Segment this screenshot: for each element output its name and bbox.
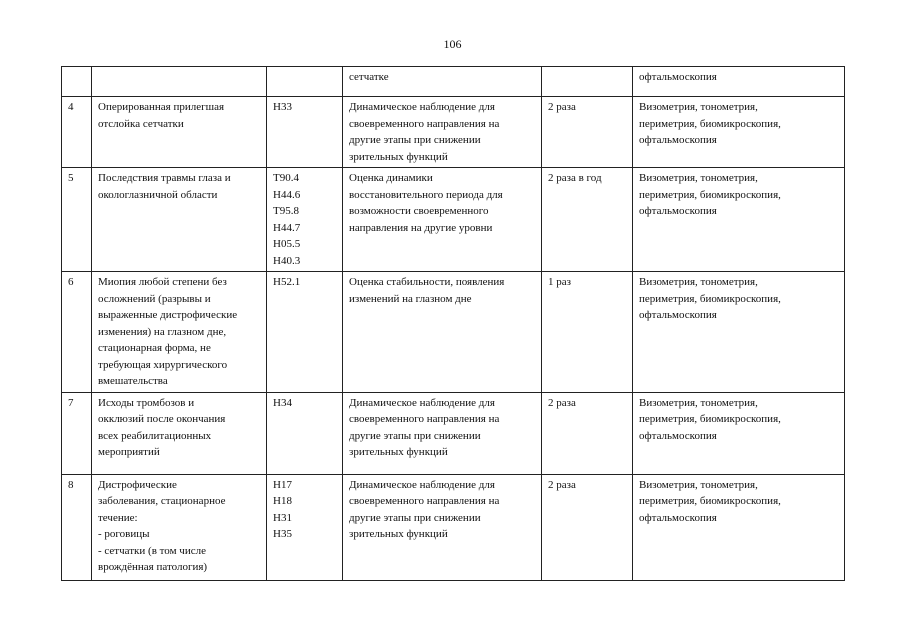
icd-code-line: H44.6: [273, 188, 301, 201]
methods-line: офтальмоскопия: [639, 134, 717, 146]
condition-line: Миопия любой степени без: [98, 276, 227, 288]
icd-code-line: H33: [273, 101, 292, 113]
purpose-cell: [343, 272, 542, 393]
purpose-line: Динамическое наблюдение для: [349, 396, 495, 409]
condition-line: Последствия травмы глаза и: [98, 172, 231, 184]
methods-cell: [633, 474, 845, 580]
condition-cell: [92, 67, 267, 97]
icd-code-line: H44.7: [273, 221, 301, 234]
methods-line: офтальмоскопия: [639, 511, 717, 524]
row-number-cell: 5: [62, 168, 92, 272]
observation-table: [61, 66, 845, 581]
purpose-line: возможности своевременного: [349, 205, 489, 217]
condition-cell: [92, 272, 267, 393]
methods-cell: [633, 97, 845, 168]
condition-line: осложнений (разрывы и: [98, 292, 211, 305]
purpose-line: другие этапы при снижении: [349, 511, 481, 524]
purpose-line: изменений на глазном дне: [349, 292, 472, 305]
purpose-line: другие этапы при снижении: [349, 134, 481, 146]
icd-code-line: T90.4: [273, 172, 299, 184]
frequency-cell: [542, 67, 633, 97]
table-row: [62, 67, 845, 97]
condition-line: выраженные дистрофические: [98, 309, 238, 321]
purpose-line: сетчатке: [349, 71, 389, 83]
frequency-cell: [542, 474, 633, 580]
frequency-line: 2 раза: [548, 478, 576, 491]
row-number-cell: 7: [62, 392, 92, 474]
condition-line: мероприятий: [98, 446, 160, 458]
purpose-line: другие этапы при снижении: [349, 429, 481, 442]
condition-line: течение:: [98, 511, 138, 524]
condition-line: Дистрофические: [98, 478, 177, 491]
purpose-line: зрительных функций: [349, 150, 448, 163]
icd-code-line: H18: [273, 495, 292, 507]
condition-cell: [92, 392, 267, 474]
condition-line: Исходы тромбозов и: [98, 396, 195, 409]
row-number-cell: 6: [62, 272, 92, 393]
purpose-line: Оценка стабильности, появления: [349, 276, 505, 288]
methods-cell: [633, 67, 845, 97]
icd-code-line: H05.5: [273, 238, 301, 250]
icd-code-cell: [267, 97, 343, 168]
table-row: [62, 392, 845, 474]
purpose-line: своевременного направления на: [349, 117, 500, 130]
methods-line: периметрия, биомикроскопия,: [639, 188, 781, 201]
methods-line: Визометрия, тонометрия,: [639, 172, 758, 184]
frequency-line: 2 раза: [548, 396, 576, 409]
row-number-cell: 4: [62, 97, 92, 168]
frequency-line: 2 раза: [548, 101, 576, 113]
condition-line: врождённая патология): [98, 561, 208, 573]
condition-line: изменения) на глазном дне,: [98, 325, 227, 338]
table-body: [62, 67, 845, 581]
page-number: 106: [443, 37, 462, 51]
methods-line: Визометрия, тонометрия,: [639, 101, 758, 113]
icd-code-line: H34: [273, 396, 292, 409]
icd-code-line: H40.3: [273, 254, 301, 267]
icd-code-cell: [267, 474, 343, 580]
icd-code-cell: [267, 392, 343, 474]
condition-line: Оперированная прилегшая: [98, 101, 225, 113]
table-row: [62, 272, 845, 393]
purpose-cell: [343, 474, 542, 580]
purpose-line: своевременного направления на: [349, 495, 500, 507]
purpose-cell: [343, 168, 542, 272]
table-row: [62, 97, 845, 168]
purpose-cell: [343, 392, 542, 474]
methods-line: периметрия, биомикроскопия,: [639, 292, 781, 305]
frequency-cell: [542, 168, 633, 272]
purpose-line: направления на другие уровни: [349, 221, 493, 234]
methods-line: периметрия, биомикроскопия,: [639, 413, 781, 425]
frequency-cell: [542, 272, 633, 393]
frequency-cell: [542, 97, 633, 168]
methods-line: периметрия, биомикроскопия,: [639, 117, 781, 130]
icd-code-line: T95.8: [273, 205, 299, 217]
condition-line: - роговицы: [98, 528, 150, 540]
purpose-line: Динамическое наблюдение для: [349, 101, 495, 113]
icd-code-line: H31: [273, 511, 292, 524]
icd-code-cell: [267, 272, 343, 393]
table-row: [62, 168, 845, 272]
table-row: [62, 474, 845, 580]
methods-line: офтальмоскопия: [639, 205, 717, 217]
frequency-line: 2 раза в год: [548, 172, 602, 184]
condition-cell: [92, 168, 267, 272]
icd-code-line: H52.1: [273, 276, 301, 288]
purpose-line: своевременного направления на: [349, 413, 500, 425]
purpose-line: восстановительного периода для: [349, 188, 503, 201]
condition-line: требующая хирургического: [98, 358, 228, 371]
methods-line: офтальмоскопия: [639, 429, 717, 442]
condition-line: вмешательства: [98, 375, 168, 387]
condition-line: стационарная форма, не: [98, 342, 211, 354]
icd-code-line: H17: [273, 478, 292, 491]
methods-cell: [633, 392, 845, 474]
condition-cell: [92, 474, 267, 580]
methods-cell: [633, 272, 845, 393]
condition-cell: [92, 97, 267, 168]
purpose-line: Динамическое наблюдение для: [349, 478, 495, 491]
condition-line: отслойка сетчатки: [98, 117, 184, 130]
icd-code-cell: [267, 67, 343, 97]
methods-line: офтальмоскопия: [639, 71, 717, 83]
methods-line: периметрия, биомикроскопия,: [639, 495, 781, 507]
purpose-line: Оценка динамики: [349, 172, 433, 184]
methods-line: Визометрия, тонометрия,: [639, 396, 758, 409]
purpose-line: зрительных функций: [349, 528, 448, 540]
methods-line: Визометрия, тонометрия,: [639, 276, 758, 288]
condition-line: окклюзий после окончания: [98, 413, 226, 425]
frequency-line: 1 раз: [548, 276, 571, 288]
methods-line: офтальмоскопия: [639, 309, 717, 321]
purpose-line: зрительных функций: [349, 446, 448, 458]
condition-line: - сетчатки (в том числе: [98, 544, 206, 557]
condition-line: окологлазничной области: [98, 188, 218, 201]
icd-code-cell: [267, 168, 343, 272]
condition-line: заболевания, стационарное: [98, 495, 226, 507]
purpose-cell: [343, 67, 542, 97]
row-number-cell: 8: [62, 474, 92, 580]
purpose-cell: [343, 97, 542, 168]
methods-line: Визометрия, тонометрия,: [639, 478, 758, 491]
icd-code-line: H35: [273, 528, 292, 540]
row-number-cell: [62, 67, 92, 97]
frequency-cell: [542, 392, 633, 474]
condition-line: всех реабилитационных: [98, 429, 212, 442]
methods-cell: [633, 168, 845, 272]
